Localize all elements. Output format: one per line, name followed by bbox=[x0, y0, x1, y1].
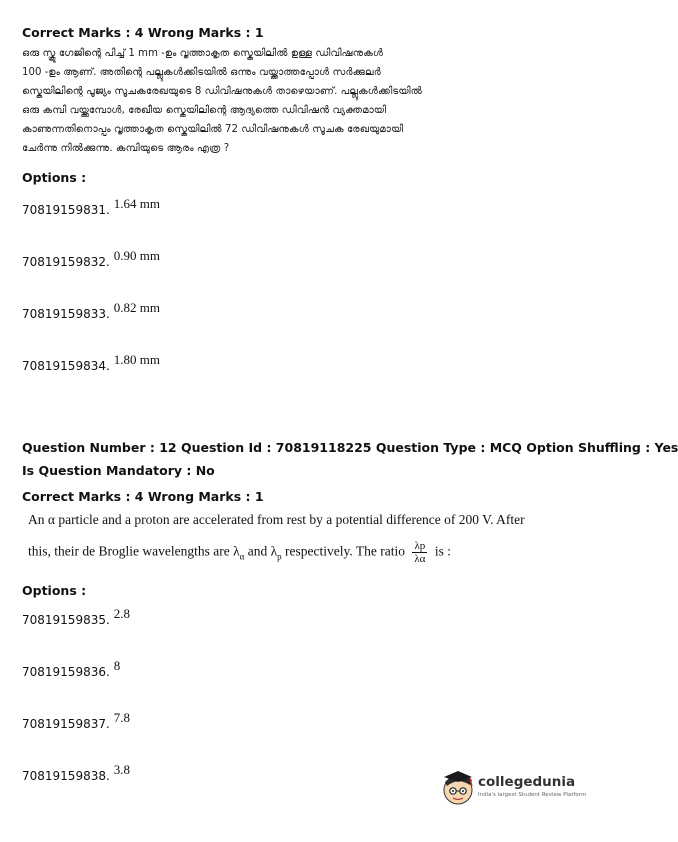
q11-options-label: Options : bbox=[22, 170, 87, 185]
option-id: 70819159836. bbox=[22, 665, 110, 679]
q11-marks: Correct Marks : 4 Wrong Marks : 1 bbox=[22, 25, 264, 40]
option-id: 70819159835. bbox=[22, 613, 110, 627]
option-value: 0.82 mm bbox=[113, 300, 161, 315]
option-value: 1.64 mm bbox=[113, 196, 161, 211]
option-id: 70819159831. bbox=[22, 203, 110, 217]
q11-option-4[interactable] bbox=[22, 352, 161, 374]
q11-option-3[interactable] bbox=[22, 300, 161, 322]
q11-question-text bbox=[22, 44, 472, 158]
q12-option-4[interactable] bbox=[22, 762, 131, 784]
option-id: 70819159833. bbox=[22, 307, 110, 321]
q12-question-line-1: An α particle and a proton are accelerated from rest by a potential difference of 200 V. After bbox=[28, 512, 525, 527]
text: is : bbox=[434, 543, 451, 559]
text: respectively. The ratio bbox=[281, 543, 405, 559]
option-value: 7.8 bbox=[113, 710, 131, 725]
q12-options-label: Options : bbox=[22, 583, 87, 598]
option-value: 1.80 mm bbox=[113, 352, 161, 367]
ratio-fraction bbox=[412, 540, 427, 565]
q12-option-1[interactable] bbox=[22, 606, 131, 628]
option-id: 70819159832. bbox=[22, 255, 110, 269]
option-id: 70819159834. bbox=[22, 359, 110, 373]
q11-line: ഒരു കമ്പി വയ്ക്കുമ്പോൾ, രേഖീയ സ്കെയിലിന്റെ ആദ്യത്തെ ഡിവിഷൻ വ്യക്തമായി bbox=[22, 105, 387, 116]
q12-mandatory: Is Question Mandatory : No bbox=[22, 463, 215, 478]
option-value: 2.8 bbox=[113, 606, 131, 621]
logo-tagline: India's largest Student Review Platform bbox=[478, 792, 587, 798]
option-id: 70819159838. bbox=[22, 769, 110, 783]
option-id: 70819159837. bbox=[22, 717, 110, 731]
text: and λ bbox=[244, 543, 278, 559]
fraction-denominator: λα bbox=[414, 553, 426, 565]
text: this, their de Broglie wavelengths are λ bbox=[28, 543, 240, 559]
q11-line: കാണുന്നതിനൊപ്പം വൃത്താകൃത സ്കെയിലിൽ 72 ഡിവിഷനുകൾ സൂചക രേഖയുമായി bbox=[22, 124, 404, 135]
q12-question-line-2 bbox=[28, 540, 451, 565]
q12-option-3[interactable] bbox=[22, 710, 131, 732]
q12-marks: Correct Marks : 4 Wrong Marks : 1 bbox=[22, 489, 264, 504]
q11-line: ചേർന്നു നിൽക്കുന്നു. കമ്പിയുടെ ആരം എത്ര ? bbox=[22, 143, 230, 154]
q11-option-1[interactable] bbox=[22, 196, 161, 218]
subscript: α bbox=[239, 551, 245, 562]
option-value: 8 bbox=[113, 658, 121, 673]
logo-wordmark: collegedunia bbox=[478, 774, 576, 790]
q12-option-2[interactable] bbox=[22, 658, 121, 680]
option-value: 0.90 mm bbox=[113, 248, 161, 263]
option-value: 3.8 bbox=[113, 762, 131, 777]
q11-option-2[interactable] bbox=[22, 248, 161, 270]
q11-line: 100 -ഉം ആണ്. അതിന്റെ പല്ലുകൾക്കിടയിൽ ഒന്നും വയ്ക്കാത്തപ്പോൾ സർക്കുലർ bbox=[22, 67, 381, 78]
q11-line: സ്കെയിലിന്റെ പൂജ്യം സൂചകരേഖയുടെ 8 ഡിവിഷനുകൾ താഴെയാണ്. പല്ലുകൾക്കിടയിൽ bbox=[22, 86, 422, 97]
subscript: p bbox=[277, 551, 282, 562]
q12-header: Question Number : 12 Question Id : 70819118225 Question Type : MCQ Option Shuffling : Yes bbox=[22, 440, 678, 455]
q11-line: ഒരു സ്ക്രൂ ഗേജിന്റെ പിച്ച് 1 mm -ഉം വൃത്താകൃത സ്കെയിലിൽ ഉള്ള ഡിവിഷനുകൾ bbox=[22, 48, 384, 59]
fraction-numerator: λp bbox=[412, 540, 427, 553]
